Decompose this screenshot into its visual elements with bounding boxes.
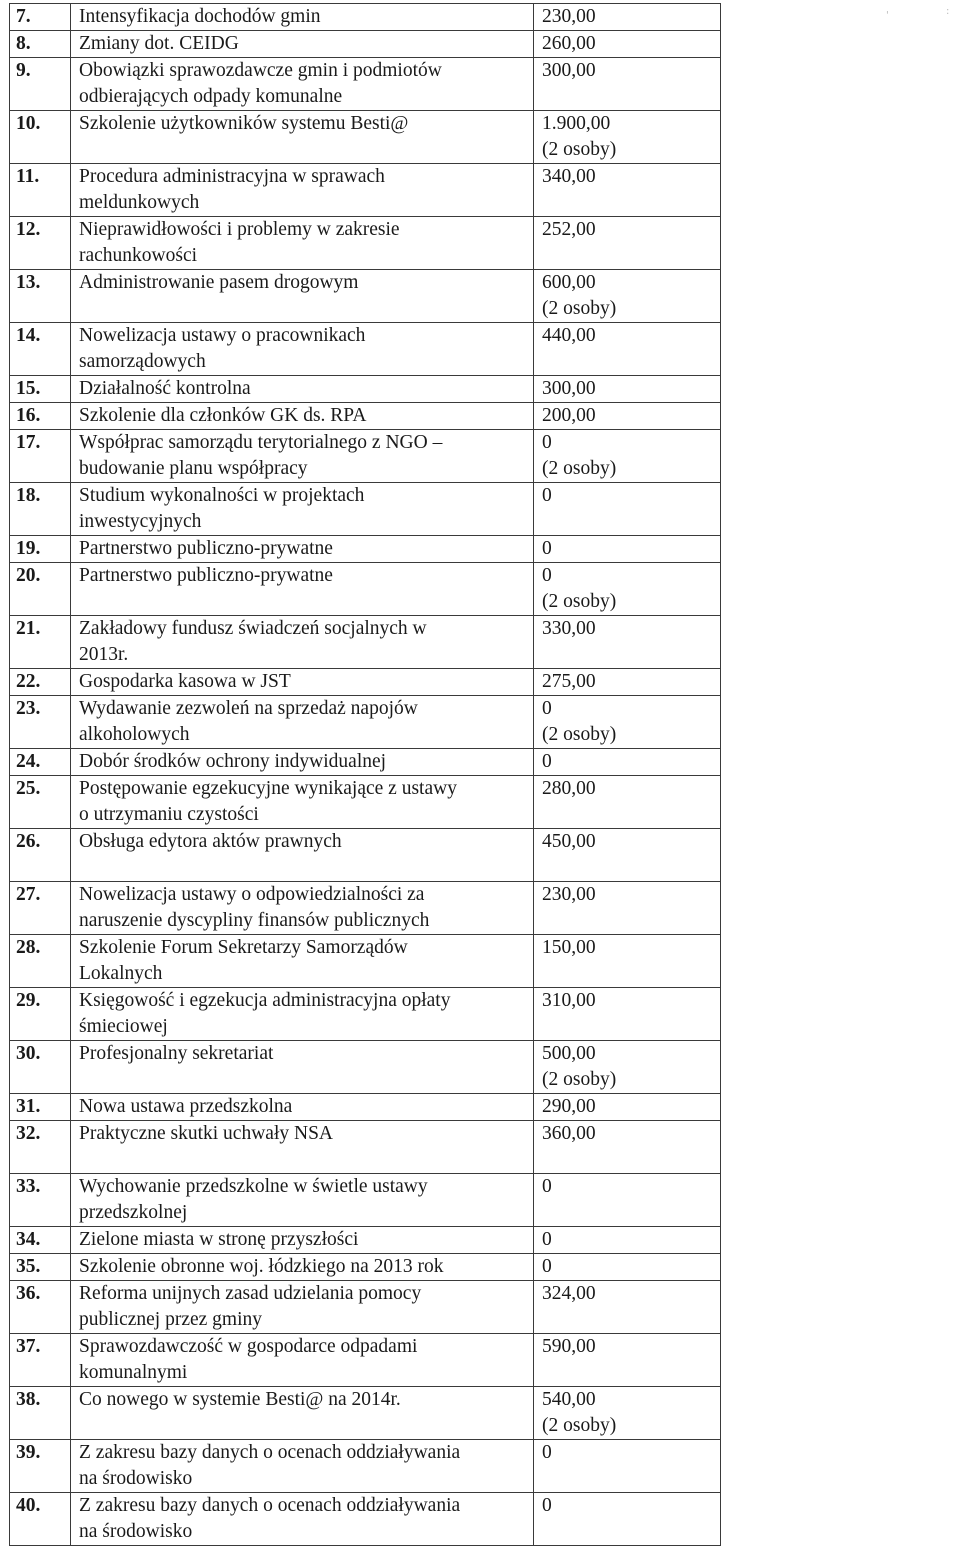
row-number: 19. [10, 536, 71, 563]
table-row [10, 483, 721, 536]
table-row [10, 1174, 721, 1227]
cost-amount: 0 (2 osoby) [534, 430, 721, 483]
training-costs-table [9, 3, 721, 1546]
row-number: 38. [10, 1387, 71, 1440]
table-row [10, 1440, 721, 1493]
training-name: Praktyczne skutki uchwały NSA [71, 1121, 534, 1174]
training-name: Nieprawidłowości i problemy w zakresie rachunkowości [71, 217, 534, 270]
row-number: 35. [10, 1254, 71, 1281]
row-number: 39. [10, 1440, 71, 1493]
training-name: Obsługa edytora aktów prawnych [71, 829, 534, 882]
row-number: 30. [10, 1041, 71, 1094]
training-name: Współprac samorządu terytorialnego z NGO – budowanie planu współpracy [71, 430, 534, 483]
table-row [10, 1227, 721, 1254]
training-name: Z zakresu bazy danych o ocenach oddziaływania na środowisko [71, 1493, 534, 1546]
table-row [10, 1281, 721, 1334]
table-row [10, 1493, 721, 1546]
table-row [10, 829, 721, 882]
training-name: Działalność kontrolna [71, 376, 534, 403]
training-name: Partnerstwo publiczno-prywatne [71, 536, 534, 563]
training-name: Profesjonalny sekretariat [71, 1041, 534, 1094]
cost-amount: 0 [534, 1493, 721, 1546]
row-number: 31. [10, 1094, 71, 1121]
cost-amount: 540,00 (2 osoby) [534, 1387, 721, 1440]
table-row [10, 217, 721, 270]
row-number: 20. [10, 563, 71, 616]
training-name: Administrowanie pasem drogowym [71, 270, 534, 323]
training-name: Reforma unijnych zasad udzielania pomocy publicznej przez gminy [71, 1281, 534, 1334]
cost-amount: 324,00 [534, 1281, 721, 1334]
table-row [10, 1387, 721, 1440]
cost-amount: 590,00 [534, 1334, 721, 1387]
table-row [10, 696, 721, 749]
training-name: Intensyfikacja dochodów gmin [71, 4, 534, 31]
table-row [10, 1041, 721, 1094]
table-row [10, 58, 721, 111]
training-name: Nowelizacja ustawy o odpowiedzialności za naruszenie dyscypliny finansów publicznych [71, 882, 534, 935]
training-name: Wydawanie zezwoleń na sprzedaż napojów alkoholowych [71, 696, 534, 749]
table-row [10, 749, 721, 776]
table-row [10, 616, 721, 669]
cost-amount: 230,00 [534, 4, 721, 31]
row-number: 28. [10, 935, 71, 988]
row-number: 7. [10, 4, 71, 31]
table-row [10, 536, 721, 563]
row-number: 18. [10, 483, 71, 536]
table-row [10, 164, 721, 217]
row-number: 36. [10, 1281, 71, 1334]
table-row [10, 1121, 721, 1174]
row-number: 12. [10, 217, 71, 270]
cost-amount: 0 [534, 1254, 721, 1281]
training-name: Szkolenie Forum Sekretarzy Samorządów Lokalnych [71, 935, 534, 988]
row-number: 34. [10, 1227, 71, 1254]
table-row [10, 935, 721, 988]
table-row [10, 563, 721, 616]
row-number: 26. [10, 829, 71, 882]
cost-amount: 260,00 [534, 31, 721, 58]
row-number: 37. [10, 1334, 71, 1387]
cost-amount: 440,00 [534, 323, 721, 376]
cost-amount: 300,00 [534, 376, 721, 403]
table-row [10, 988, 721, 1041]
table-row [10, 1334, 721, 1387]
training-name: Księgowość i egzekucja administracyjna opłaty śmieciowej [71, 988, 534, 1041]
cost-amount: 0 [534, 1174, 721, 1227]
cost-amount: 0 [534, 749, 721, 776]
row-number: 16. [10, 403, 71, 430]
row-number: 13. [10, 270, 71, 323]
row-number: 40. [10, 1493, 71, 1546]
training-name: Zakładowy fundusz świadczeń socjalnych w 2013r. [71, 616, 534, 669]
training-name: Z zakresu bazy danych o ocenach oddziaływania na środowisko [71, 1440, 534, 1493]
row-number: 21. [10, 616, 71, 669]
table-row [10, 31, 721, 58]
cost-amount: 290,00 [534, 1094, 721, 1121]
training-name: Wychowanie przedszkolne w świetle ustawy przedszkolnej [71, 1174, 534, 1227]
training-name: Co nowego w systemie Besti@ na 2014r. [71, 1387, 534, 1440]
cost-amount: 0 [534, 536, 721, 563]
training-name: Procedura administracyjna w sprawach meldunkowych [71, 164, 534, 217]
training-name: Studium wykonalności w projektach inwestycyjnych [71, 483, 534, 536]
row-number: 32. [10, 1121, 71, 1174]
scan-speck: ' [886, 10, 889, 21]
scan-speck: : [946, 6, 950, 17]
table-row [10, 323, 721, 376]
row-number: 10. [10, 111, 71, 164]
table-row [10, 376, 721, 403]
row-number: 14. [10, 323, 71, 376]
table-row [10, 776, 721, 829]
training-name: Zmiany dot. CEIDG [71, 31, 534, 58]
cost-amount: 0 [534, 483, 721, 536]
row-number: 24. [10, 749, 71, 776]
cost-amount: 150,00 [534, 935, 721, 988]
cost-amount: 330,00 [534, 616, 721, 669]
row-number: 23. [10, 696, 71, 749]
row-number: 8. [10, 31, 71, 58]
cost-amount: 500,00 (2 osoby) [534, 1041, 721, 1094]
row-number: 15. [10, 376, 71, 403]
table-row [10, 430, 721, 483]
row-number: 11. [10, 164, 71, 217]
row-number: 27. [10, 882, 71, 935]
cost-amount: 200,00 [534, 403, 721, 430]
row-number: 9. [10, 58, 71, 111]
table-row [10, 1094, 721, 1121]
row-number: 22. [10, 669, 71, 696]
cost-amount: 0 [534, 1440, 721, 1493]
table-row [10, 882, 721, 935]
training-name: Nowa ustawa przedszkolna [71, 1094, 534, 1121]
cost-amount: 300,00 [534, 58, 721, 111]
training-name: Gospodarka kasowa w JST [71, 669, 534, 696]
training-name: Obowiązki sprawozdawcze gmin i podmiotów odbierających odpady komunalne [71, 58, 534, 111]
training-name: Szkolenie dla członków GK ds. RPA [71, 403, 534, 430]
cost-amount: 0 (2 osoby) [534, 696, 721, 749]
table-row [10, 403, 721, 430]
row-number: 29. [10, 988, 71, 1041]
table-row [10, 270, 721, 323]
cost-amount: 340,00 [534, 164, 721, 217]
training-name: Postępowanie egzekucyjne wynikające z ustawy o utrzymaniu czystości [71, 776, 534, 829]
table-row [10, 111, 721, 164]
table-body [10, 4, 721, 1546]
cost-amount: 0 (2 osoby) [534, 563, 721, 616]
training-name: Szkolenie obronne woj. łódzkiego na 2013 rok [71, 1254, 534, 1281]
cost-amount: 1.900,00 (2 osoby) [534, 111, 721, 164]
cost-amount: 450,00 [534, 829, 721, 882]
cost-amount: 280,00 [534, 776, 721, 829]
training-name: Partnerstwo publiczno-prywatne [71, 563, 534, 616]
row-number: 25. [10, 776, 71, 829]
row-number: 33. [10, 1174, 71, 1227]
training-name: Dobór środków ochrony indywidualnej [71, 749, 534, 776]
training-name: Sprawozdawczość w gospodarce odpadami komunalnymi [71, 1334, 534, 1387]
table-row [10, 669, 721, 696]
table-row [10, 1254, 721, 1281]
cost-amount: 600,00 (2 osoby) [534, 270, 721, 323]
table-row [10, 4, 721, 31]
cost-amount: 360,00 [534, 1121, 721, 1174]
cost-amount: 230,00 [534, 882, 721, 935]
cost-amount: 252,00 [534, 217, 721, 270]
cost-amount: 310,00 [534, 988, 721, 1041]
training-name: Szkolenie użytkowników systemu Besti@ [71, 111, 534, 164]
cost-amount: 275,00 [534, 669, 721, 696]
row-number: 17. [10, 430, 71, 483]
training-name: Zielone miasta w stronę przyszłości [71, 1227, 534, 1254]
cost-amount: 0 [534, 1227, 721, 1254]
training-name: Nowelizacja ustawy o pracownikach samorządowych [71, 323, 534, 376]
